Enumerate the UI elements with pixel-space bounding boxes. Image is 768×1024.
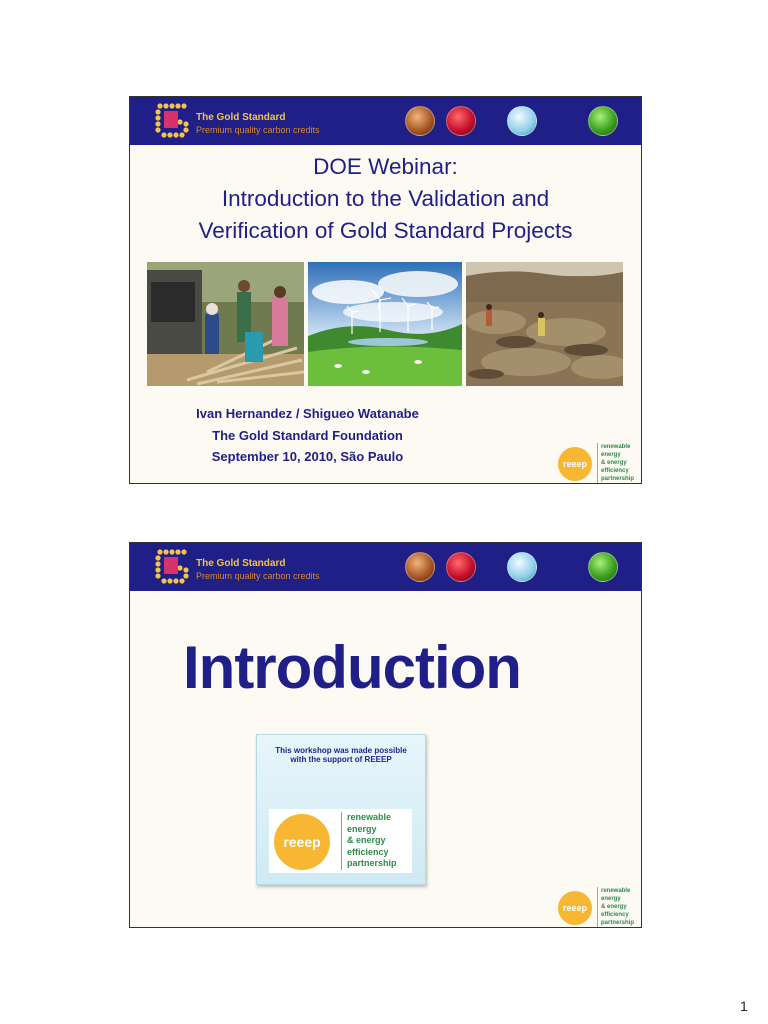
support-text: This workshop was made possible with the support of REEEP [275, 746, 407, 764]
reeep-line: energy [601, 896, 621, 902]
reeep-line: & energy [347, 835, 386, 845]
title-line-3: Verification of Gold Standard Projects [198, 218, 573, 243]
red-cells-bubble-icon [446, 106, 476, 136]
people-processing-biomass-photo [147, 262, 304, 386]
reeep-logo-large [269, 809, 412, 873]
reeep-line: energy [601, 452, 621, 458]
slide-banner [130, 543, 641, 591]
logo-subtitle: Premium quality carbon credits [196, 125, 320, 135]
reeep-line: energy [347, 823, 377, 834]
landfill-workers-photo [466, 262, 623, 386]
molecule-bubble-icon [507, 106, 537, 136]
reeep-circle-icon: reeep [274, 814, 330, 870]
red-cells-bubble-icon [446, 552, 476, 582]
title-line-1: DOE Webinar: [313, 154, 458, 179]
reeep-line: partnership [347, 858, 397, 868]
reeep-line: & energy [601, 904, 627, 910]
reeep-line: partnership [601, 920, 635, 926]
slide-title [130, 151, 641, 247]
reeep-line: efficiency [601, 468, 629, 474]
logo-title: The Gold Standard [196, 112, 286, 123]
reeep-line: partnership [601, 476, 635, 482]
reeep-wordmark [597, 443, 634, 483]
seeds-bubble-icon [405, 106, 435, 136]
presenter-names: Ivan Hernandez / Shigueo Watanabe [196, 406, 419, 421]
leaf-bubble-icon [588, 106, 618, 136]
logo-title: The Gold Standard [196, 558, 286, 569]
gold-standard-logo-icon [154, 102, 190, 138]
seeds-bubble-icon [405, 552, 435, 582]
slide-banner [130, 97, 641, 145]
presentation-date-location: September 10, 2010, São Paulo [211, 449, 404, 464]
title-line-2: Introduction to the Validation and [221, 186, 550, 211]
page-number: 1 [740, 998, 748, 1014]
leaf-bubble-icon [588, 552, 618, 582]
reeep-logo [558, 885, 642, 928]
gold-standard-logo-icon [154, 548, 190, 584]
reeep-line: renewable [601, 888, 631, 894]
reeep-wordmark [341, 812, 397, 870]
molecule-bubble-icon [507, 552, 537, 582]
reeep-line: & energy [601, 460, 627, 466]
support-notice-box [256, 734, 426, 885]
reeep-line: renewable [347, 812, 392, 822]
reeep-circle-icon: reeep [558, 891, 592, 925]
reeep-wordmark [597, 887, 634, 927]
reeep-logo [558, 441, 642, 484]
presenter-organization: The Gold Standard Foundation [212, 428, 403, 443]
reeep-circle-icon: reeep [558, 447, 592, 481]
slide-2 [129, 542, 642, 928]
reeep-line: renewable [601, 444, 631, 450]
reeep-line: efficiency [601, 912, 629, 918]
reeep-line: efficiency [347, 846, 389, 857]
slide-heading: Introduction [183, 634, 521, 701]
slide-1 [129, 96, 642, 484]
logo-subtitle: Premium quality carbon credits [196, 571, 320, 581]
wind-farm-photo [308, 262, 462, 386]
